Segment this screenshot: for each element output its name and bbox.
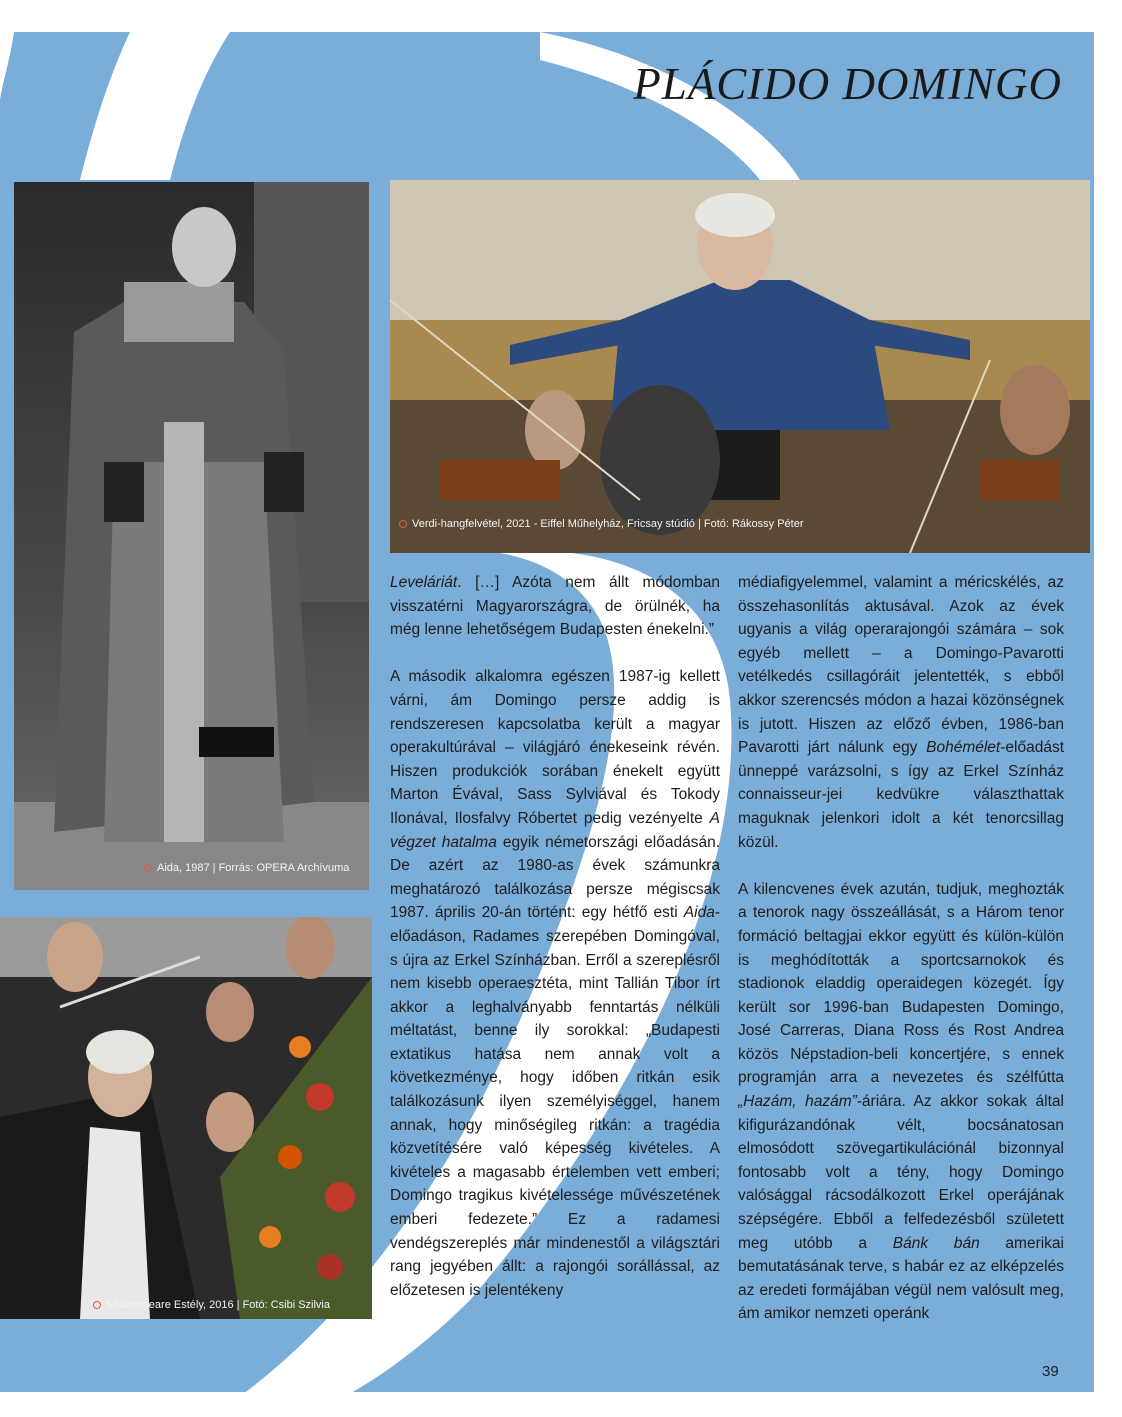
paragraph: médiafigyelemmel, valamint a méricskélés, az összehasonlítás aktusával. Azok az évek ugyanis a világ operarajongói számára – sok egyéb mellett – a Domingo-Pavarotti vetélkedés csillagóráit jelentették, s ebből akkor szerencsés módon a hazai közönségnek is jutott. Hiszen az előző évben, 1986-ban Pavarotti járt nálunk egy Bohémélet-előadást ünneppé varázsolni, s így az Erkel Színház connaisseur-jei kedvükre választhattak maguknak jelenkori idolt a két tenorcsillag közül. — [738, 574, 1064, 851]
caption-dot-icon — [144, 864, 152, 872]
text-column-right — [738, 571, 1064, 1326]
paragraph: Leveláriát. […] Azóta nem állt módomban visszatérni Magyarországra, de örülnék, ha még lenne lehetőségem Budapesten énekelni.” — [390, 574, 720, 639]
paragraph: A második alkalomra egészen 1987-ig kellett várni, ám Domingo persze addig is rendszeresen kapcsolatba került a magyar operakultúrával – világjáró énekeseink révén. Hiszen produkciók sorában énekelt együtt Marton Évával, Sass Sylviával és Tokody Ilonával, Ilosfalvy Róbertet pedig vezényelte A végzet hatalma egyik németországi előadásán. De azért az 1980-as évek számunkra meghatározó találkozása persze mégiscsak 1987. április 20-án történt: egy hétfő esti Aida-előadáson, Radames szerepében Domingóval, s újra az Erkel Színházban. Erről a szereplésről nem kisebb operaesztéta, mint Tallián Tibor írt akkor a leghalványabb fenntartás nélküli méltatást, benne ily sorokkal: „Budapesti extatikus hatása nem annak volt a következménye, hogy időben ritkán esik találkozásunk ilyen személyiséggel, hanem annak, hogy minőségileg ritkán: a tragédia közvetítésére való képesség kivételes. A kivételes a magasabb értelemben vett emberi; Domingo tragikus kivételessége művészetének emberi fedezete.” Ez a radamesi vendégszereplés már mindenestől a világsztári rang jegyében állt: a rajongói sorállással, az előzetesen is jelentékeny — [390, 668, 720, 1299]
shakespeare-photo — [0, 917, 372, 1319]
verdi-caption: Verdi-hangfelvétel, 2021 - Eiffel Műhelyház, Fricsay stúdió | Fotó: Rákossy Péter — [399, 518, 804, 530]
aida-photo — [14, 182, 369, 890]
shakespeare-caption: Shakespeare Estély, 2016 | Fotó: Csibi Szilvia — [93, 1299, 330, 1311]
caption-dot-icon — [93, 1301, 101, 1309]
text-column-left — [390, 571, 720, 1302]
caption-dot-icon — [399, 520, 407, 528]
verdi-recording-photo — [390, 180, 1090, 553]
paragraph: A kilencvenes évek azután, tudjuk, meghozták a tenorok nagy összeállását, s a Három tenor formáció beltagjai ekkor együtt és külön-külön is meghódították a sportcsarnokok és stadionok eladdig operaidegen közegét. Így került sor 1996-ban Budapesten Domingo, José Carreras, Diana Ross és Rost Andrea közös Népstadion-beli koncertjére, s ennek programján arra a nevezetes és szélfútta „Hazám, hazám”-áriára. Az akkor sokak által kifigurázandónak vélt, bocsánatosan elmosódott szövegartikulációnál bizonnyal fontosabb volt a tény, hogy Domingo valósággal rácsodálkozott Erkel operájának szépségére. Ebből a felfedezésből született meg utóbb a Bánk bán amerikai bemutatásának terve, s habár ez az elképzelés az eredeti formájában végül nem valósult meg, ám amikor nemzeti operánk — [738, 880, 1064, 1323]
page-title: PLÁCIDO DOMINGO — [633, 59, 1062, 109]
page-number: 39 — [1042, 1363, 1059, 1380]
aida-caption: Aida, 1987 | Forrás: OPERA Archívuma — [144, 862, 349, 874]
